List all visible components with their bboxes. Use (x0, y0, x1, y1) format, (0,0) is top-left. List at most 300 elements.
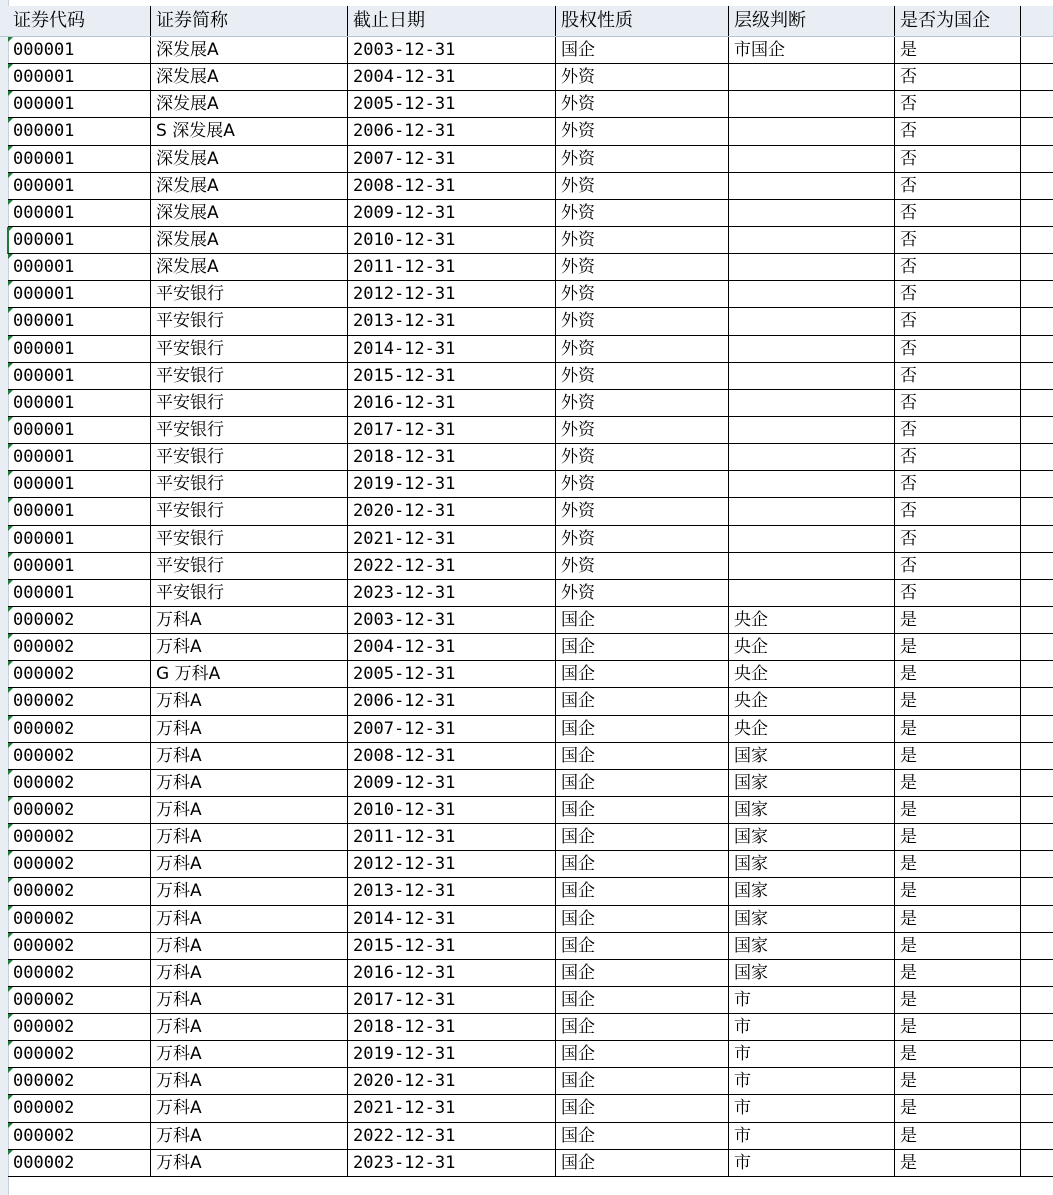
cell-ownership[interactable]: 国企 (556, 688, 729, 715)
cell-empty[interactable] (1021, 390, 1053, 417)
cell-name[interactable]: 万科A (151, 770, 348, 797)
cell-level[interactable]: 市 (729, 1123, 895, 1150)
cell-is-soe[interactable]: 是 (895, 1123, 1021, 1150)
cell-code[interactable]: 000001 (8, 308, 151, 335)
header-cell-empty[interactable] (1021, 6, 1053, 36)
cell-level[interactable] (729, 336, 895, 363)
cell-level[interactable]: 国家 (729, 797, 895, 824)
cell-level[interactable]: 央企 (729, 716, 895, 743)
cell-level[interactable] (729, 580, 895, 607)
cell-code[interactable]: 000001 (8, 471, 151, 498)
cell-level[interactable]: 国家 (729, 878, 895, 905)
cell-ownership[interactable]: 外资 (556, 580, 729, 607)
cell-is-soe[interactable]: 是 (895, 878, 1021, 905)
cell-empty[interactable] (1021, 281, 1053, 308)
cell-level[interactable] (729, 417, 895, 444)
cell-ownership[interactable]: 国企 (556, 1068, 729, 1095)
cell-name[interactable]: 万科A (151, 878, 348, 905)
cell-level[interactable] (729, 308, 895, 335)
cell-level[interactable] (729, 254, 895, 281)
cell-ownership[interactable]: 国企 (556, 716, 729, 743)
cell-empty[interactable] (1021, 1095, 1053, 1122)
cell-ownership[interactable]: 外资 (556, 526, 729, 553)
cell-name[interactable]: 万科A (151, 851, 348, 878)
cell-level[interactable] (729, 200, 895, 227)
cell-ownership[interactable]: 国企 (556, 661, 729, 688)
cell-level[interactable]: 央企 (729, 688, 895, 715)
cell-level[interactable] (729, 390, 895, 417)
cell-name[interactable]: 深发展A (151, 254, 348, 281)
cell-date[interactable]: 2021-12-31 (348, 526, 556, 553)
cell-name[interactable]: 万科A (151, 716, 348, 743)
cell-empty[interactable] (1021, 797, 1053, 824)
cell-empty[interactable] (1021, 91, 1053, 118)
cell-ownership[interactable]: 国企 (556, 797, 729, 824)
cell-code[interactable]: 000001 (8, 146, 151, 173)
cell-level[interactable] (729, 118, 895, 145)
cell-is-soe[interactable]: 是 (895, 1095, 1021, 1122)
cell-empty[interactable] (1021, 227, 1053, 254)
cell-is-soe[interactable]: 否 (895, 118, 1021, 145)
cell-ownership[interactable]: 国企 (556, 851, 729, 878)
cell-is-soe[interactable]: 是 (895, 743, 1021, 770)
cell-code[interactable]: 000001 (8, 64, 151, 91)
cell-empty[interactable] (1021, 444, 1053, 471)
cell-ownership[interactable]: 外资 (556, 200, 729, 227)
cell-code[interactable]: 000001 (8, 553, 151, 580)
cell-is-soe[interactable]: 是 (895, 851, 1021, 878)
cell-level[interactable] (729, 498, 895, 525)
cell-is-soe[interactable]: 否 (895, 444, 1021, 471)
cell-is-soe[interactable]: 否 (895, 200, 1021, 227)
cell-ownership[interactable]: 国企 (556, 878, 729, 905)
cell-date[interactable]: 2013-12-31 (348, 878, 556, 905)
cell-ownership[interactable]: 外资 (556, 390, 729, 417)
cell-level[interactable]: 市 (729, 1014, 895, 1041)
cell-code[interactable]: 000002 (8, 851, 151, 878)
cell-empty[interactable] (1021, 498, 1053, 525)
cell-level[interactable]: 国家 (729, 906, 895, 933)
cell-is-soe[interactable]: 是 (895, 987, 1021, 1014)
cell-date[interactable]: 2022-12-31 (348, 553, 556, 580)
cell-date[interactable]: 2009-12-31 (348, 770, 556, 797)
cell-is-soe[interactable]: 是 (895, 37, 1021, 64)
cell-date[interactable]: 2012-12-31 (348, 851, 556, 878)
cell-name[interactable]: G 万科A (151, 661, 348, 688)
cell-name[interactable]: S 深发展A (151, 118, 348, 145)
cell-ownership[interactable]: 外资 (556, 173, 729, 200)
cell-code[interactable]: 000002 (8, 688, 151, 715)
cell-name[interactable]: 万科A (151, 743, 348, 770)
cell-date[interactable]: 2016-12-31 (348, 960, 556, 987)
cell-empty[interactable] (1021, 37, 1053, 64)
cell-is-soe[interactable]: 否 (895, 471, 1021, 498)
cell-name[interactable]: 平安银行 (151, 498, 348, 525)
cell-ownership[interactable]: 国企 (556, 906, 729, 933)
cell-ownership[interactable]: 外资 (556, 91, 729, 118)
cell-date[interactable]: 2017-12-31 (348, 987, 556, 1014)
cell-ownership[interactable]: 外资 (556, 308, 729, 335)
cell-date[interactable]: 2015-12-31 (348, 363, 556, 390)
cell-level[interactable] (729, 363, 895, 390)
cell-level[interactable] (729, 146, 895, 173)
cell-code[interactable]: 000002 (8, 661, 151, 688)
cell-ownership[interactable]: 外资 (556, 471, 729, 498)
cell-empty[interactable] (1021, 824, 1053, 851)
cell-code[interactable]: 000002 (8, 770, 151, 797)
cell-date[interactable]: 2021-12-31 (348, 1095, 556, 1122)
cell-code[interactable]: 000001 (8, 526, 151, 553)
cell-ownership[interactable]: 外资 (556, 417, 729, 444)
cell-ownership[interactable]: 外资 (556, 227, 729, 254)
cell-date[interactable]: 2019-12-31 (348, 471, 556, 498)
cell-date[interactable]: 2018-12-31 (348, 1014, 556, 1041)
cell-date[interactable]: 2011-12-31 (348, 824, 556, 851)
cell-date[interactable]: 2020-12-31 (348, 1068, 556, 1095)
cell-ownership[interactable]: 外资 (556, 118, 729, 145)
header-cell-is-soe[interactable]: 是否为国企 (895, 6, 1021, 36)
cell-is-soe[interactable]: 否 (895, 390, 1021, 417)
cell-is-soe[interactable]: 否 (895, 553, 1021, 580)
cell-name[interactable]: 平安银行 (151, 281, 348, 308)
cell-code[interactable]: 000002 (8, 1068, 151, 1095)
cell-empty[interactable] (1021, 526, 1053, 553)
cell-ownership[interactable]: 国企 (556, 1150, 729, 1177)
cell-is-soe[interactable]: 是 (895, 960, 1021, 987)
cell-name[interactable]: 万科A (151, 688, 348, 715)
cell-level[interactable] (729, 471, 895, 498)
cell-name[interactable]: 万科A (151, 607, 348, 634)
cell-is-soe[interactable]: 否 (895, 227, 1021, 254)
cell-code[interactable]: 000001 (8, 336, 151, 363)
cell-name[interactable]: 深发展A (151, 146, 348, 173)
cell-level[interactable] (729, 64, 895, 91)
cell-code[interactable]: 000001 (8, 281, 151, 308)
cell-name[interactable]: 平安银行 (151, 336, 348, 363)
cell-level[interactable] (729, 553, 895, 580)
cell-level[interactable] (729, 444, 895, 471)
cell-ownership[interactable]: 国企 (556, 1123, 729, 1150)
cell-date[interactable]: 2014-12-31 (348, 336, 556, 363)
cell-date[interactable]: 2020-12-31 (348, 498, 556, 525)
cell-name[interactable]: 平安银行 (151, 417, 348, 444)
cell-level[interactable]: 央企 (729, 634, 895, 661)
cell-date[interactable]: 2009-12-31 (348, 200, 556, 227)
cell-code[interactable]: 000001 (8, 37, 151, 64)
cell-code[interactable]: 000002 (8, 1123, 151, 1150)
cell-level[interactable] (729, 91, 895, 118)
cell-empty[interactable] (1021, 607, 1053, 634)
cell-is-soe[interactable]: 否 (895, 64, 1021, 91)
cell-ownership[interactable]: 国企 (556, 634, 729, 661)
cell-is-soe[interactable]: 否 (895, 363, 1021, 390)
cell-name[interactable]: 深发展A (151, 91, 348, 118)
cell-name[interactable]: 万科A (151, 824, 348, 851)
cell-code[interactable]: 000002 (8, 1014, 151, 1041)
cell-date[interactable]: 2007-12-31 (348, 146, 556, 173)
cell-ownership[interactable]: 国企 (556, 1014, 729, 1041)
cell-empty[interactable] (1021, 906, 1053, 933)
cell-is-soe[interactable]: 是 (895, 770, 1021, 797)
header-cell-code[interactable]: 证券代码 (8, 6, 151, 36)
cell-date[interactable]: 2003-12-31 (348, 37, 556, 64)
cell-empty[interactable] (1021, 770, 1053, 797)
cell-is-soe[interactable]: 是 (895, 797, 1021, 824)
cell-date[interactable]: 2010-12-31 (348, 227, 556, 254)
cell-code[interactable]: 000001 (8, 227, 151, 254)
cell-name[interactable]: 万科A (151, 1095, 348, 1122)
cell-ownership[interactable]: 国企 (556, 933, 729, 960)
cell-code[interactable]: 000002 (8, 716, 151, 743)
cell-name[interactable]: 万科A (151, 1041, 348, 1068)
cell-level[interactable] (729, 526, 895, 553)
cell-date[interactable]: 2005-12-31 (348, 661, 556, 688)
cell-name[interactable]: 深发展A (151, 37, 348, 64)
cell-empty[interactable] (1021, 1150, 1053, 1177)
cell-is-soe[interactable]: 否 (895, 336, 1021, 363)
cell-ownership[interactable]: 国企 (556, 1041, 729, 1068)
cell-level[interactable]: 国家 (729, 851, 895, 878)
cell-is-soe[interactable]: 是 (895, 906, 1021, 933)
cell-ownership[interactable]: 外资 (556, 498, 729, 525)
cell-is-soe[interactable]: 否 (895, 498, 1021, 525)
cell-empty[interactable] (1021, 64, 1053, 91)
cell-empty[interactable] (1021, 661, 1053, 688)
cell-code[interactable]: 000002 (8, 634, 151, 661)
cell-date[interactable]: 2004-12-31 (348, 634, 556, 661)
cell-level[interactable] (729, 173, 895, 200)
cell-is-soe[interactable]: 是 (895, 688, 1021, 715)
cell-name[interactable]: 万科A (151, 933, 348, 960)
cell-is-soe[interactable]: 否 (895, 146, 1021, 173)
cell-level[interactable] (729, 281, 895, 308)
cell-date[interactable]: 2003-12-31 (348, 607, 556, 634)
cell-empty[interactable] (1021, 580, 1053, 607)
cell-ownership[interactable]: 外资 (556, 254, 729, 281)
cell-empty[interactable] (1021, 173, 1053, 200)
cell-code[interactable]: 000002 (8, 933, 151, 960)
cell-level[interactable]: 市 (729, 1041, 895, 1068)
cell-empty[interactable] (1021, 471, 1053, 498)
cell-level[interactable]: 市 (729, 1150, 895, 1177)
cell-name[interactable]: 平安银行 (151, 363, 348, 390)
cell-empty[interactable] (1021, 960, 1053, 987)
cell-date[interactable]: 2015-12-31 (348, 933, 556, 960)
cell-name[interactable]: 深发展A (151, 227, 348, 254)
cell-code[interactable]: 000002 (8, 906, 151, 933)
cell-empty[interactable] (1021, 987, 1053, 1014)
cell-code[interactable]: 000002 (8, 960, 151, 987)
cell-empty[interactable] (1021, 933, 1053, 960)
cell-is-soe[interactable]: 是 (895, 1068, 1021, 1095)
cell-is-soe[interactable]: 否 (895, 91, 1021, 118)
cell-name[interactable]: 平安银行 (151, 580, 348, 607)
cell-code[interactable]: 000001 (8, 118, 151, 145)
cell-is-soe[interactable]: 是 (895, 716, 1021, 743)
cell-empty[interactable] (1021, 254, 1053, 281)
cell-is-soe[interactable]: 是 (895, 661, 1021, 688)
cell-empty[interactable] (1021, 688, 1053, 715)
cell-name[interactable]: 深发展A (151, 200, 348, 227)
cell-date[interactable]: 2017-12-31 (348, 417, 556, 444)
header-cell-ownership[interactable]: 股权性质 (556, 6, 729, 36)
cell-empty[interactable] (1021, 878, 1053, 905)
cell-level[interactable]: 市 (729, 1068, 895, 1095)
cell-is-soe[interactable]: 是 (895, 1041, 1021, 1068)
cell-level[interactable]: 央企 (729, 607, 895, 634)
cell-ownership[interactable]: 外资 (556, 64, 729, 91)
cell-date[interactable]: 2004-12-31 (348, 64, 556, 91)
cell-name[interactable]: 平安银行 (151, 471, 348, 498)
cell-code[interactable]: 000001 (8, 417, 151, 444)
cell-is-soe[interactable]: 是 (895, 1014, 1021, 1041)
cell-code[interactable]: 000001 (8, 254, 151, 281)
cell-empty[interactable] (1021, 417, 1053, 444)
cell-name[interactable]: 万科A (151, 987, 348, 1014)
cell-date[interactable]: 2006-12-31 (348, 118, 556, 145)
cell-name[interactable]: 万科A (151, 1123, 348, 1150)
cell-code[interactable]: 000002 (8, 743, 151, 770)
cell-date[interactable]: 2016-12-31 (348, 390, 556, 417)
cell-is-soe[interactable]: 是 (895, 634, 1021, 661)
cell-level[interactable]: 国家 (729, 743, 895, 770)
header-cell-date[interactable]: 截止日期 (348, 6, 556, 36)
cell-empty[interactable] (1021, 1014, 1053, 1041)
cell-is-soe[interactable]: 否 (895, 254, 1021, 281)
cell-date[interactable]: 2008-12-31 (348, 743, 556, 770)
cell-is-soe[interactable]: 是 (895, 933, 1021, 960)
cell-date[interactable]: 2007-12-31 (348, 716, 556, 743)
cell-is-soe[interactable]: 否 (895, 526, 1021, 553)
cell-date[interactable]: 2019-12-31 (348, 1041, 556, 1068)
cell-code[interactable]: 000001 (8, 498, 151, 525)
cell-level[interactable]: 国家 (729, 933, 895, 960)
cell-ownership[interactable]: 国企 (556, 607, 729, 634)
cell-name[interactable]: 平安银行 (151, 444, 348, 471)
cell-name[interactable]: 万科A (151, 1068, 348, 1095)
cell-code[interactable]: 000002 (8, 1095, 151, 1122)
cell-is-soe[interactable]: 否 (895, 173, 1021, 200)
cell-name[interactable]: 平安银行 (151, 553, 348, 580)
cell-date[interactable]: 2010-12-31 (348, 797, 556, 824)
cell-code[interactable]: 000001 (8, 444, 151, 471)
cell-code[interactable]: 000002 (8, 878, 151, 905)
cell-level[interactable]: 国家 (729, 770, 895, 797)
header-cell-level[interactable]: 层级判断 (729, 6, 895, 36)
cell-code[interactable]: 000001 (8, 173, 151, 200)
cell-empty[interactable] (1021, 716, 1053, 743)
cell-level[interactable]: 国家 (729, 824, 895, 851)
cell-empty[interactable] (1021, 1041, 1053, 1068)
cell-is-soe[interactable]: 是 (895, 824, 1021, 851)
cell-ownership[interactable]: 国企 (556, 770, 729, 797)
cell-date[interactable]: 2022-12-31 (348, 1123, 556, 1150)
cell-is-soe[interactable]: 否 (895, 580, 1021, 607)
cell-ownership[interactable]: 国企 (556, 743, 729, 770)
cell-ownership[interactable]: 国企 (556, 987, 729, 1014)
cell-ownership[interactable]: 国企 (556, 37, 729, 64)
cell-name[interactable]: 万科A (151, 1150, 348, 1177)
cell-code[interactable]: 000002 (8, 1150, 151, 1177)
cell-empty[interactable] (1021, 1123, 1053, 1150)
cell-is-soe[interactable]: 否 (895, 417, 1021, 444)
cell-date[interactable]: 2006-12-31 (348, 688, 556, 715)
cell-code[interactable]: 000001 (8, 390, 151, 417)
cell-code[interactable]: 000001 (8, 200, 151, 227)
cell-date[interactable]: 2014-12-31 (348, 906, 556, 933)
cell-empty[interactable] (1021, 200, 1053, 227)
cell-date[interactable]: 2012-12-31 (348, 281, 556, 308)
cell-ownership[interactable]: 外资 (556, 336, 729, 363)
cell-level[interactable]: 市 (729, 987, 895, 1014)
cell-ownership[interactable]: 外资 (556, 553, 729, 580)
cell-empty[interactable] (1021, 1068, 1053, 1095)
cell-empty[interactable] (1021, 743, 1053, 770)
cell-is-soe[interactable]: 是 (895, 607, 1021, 634)
cell-code[interactable]: 000002 (8, 607, 151, 634)
cell-ownership[interactable]: 外资 (556, 146, 729, 173)
cell-date[interactable]: 2023-12-31 (348, 1150, 556, 1177)
cell-ownership[interactable]: 国企 (556, 824, 729, 851)
cell-empty[interactable] (1021, 553, 1053, 580)
cell-name[interactable]: 万科A (151, 1014, 348, 1041)
header-cell-name[interactable]: 证券简称 (151, 6, 348, 36)
cell-name[interactable]: 万科A (151, 960, 348, 987)
cell-ownership[interactable]: 外资 (556, 281, 729, 308)
cell-name[interactable]: 深发展A (151, 173, 348, 200)
cell-level[interactable]: 央企 (729, 661, 895, 688)
cell-code[interactable]: 000001 (8, 363, 151, 390)
cell-level[interactable] (729, 227, 895, 254)
cell-date[interactable]: 2008-12-31 (348, 173, 556, 200)
cell-date[interactable]: 2005-12-31 (348, 91, 556, 118)
cell-date[interactable]: 2011-12-31 (348, 254, 556, 281)
cell-empty[interactable] (1021, 336, 1053, 363)
cell-date[interactable]: 2013-12-31 (348, 308, 556, 335)
cell-code[interactable]: 000002 (8, 1041, 151, 1068)
cell-is-soe[interactable]: 否 (895, 281, 1021, 308)
cell-level[interactable]: 国家 (729, 960, 895, 987)
cell-name[interactable]: 万科A (151, 906, 348, 933)
cell-name[interactable]: 平安银行 (151, 390, 348, 417)
cell-ownership[interactable]: 国企 (556, 1095, 729, 1122)
cell-level[interactable]: 市 (729, 1095, 895, 1122)
cell-code[interactable]: 000001 (8, 580, 151, 607)
cell-empty[interactable] (1021, 634, 1053, 661)
cell-empty[interactable] (1021, 118, 1053, 145)
cell-code[interactable]: 000001 (8, 91, 151, 118)
cell-ownership[interactable]: 外资 (556, 363, 729, 390)
cell-is-soe[interactable]: 是 (895, 1150, 1021, 1177)
cell-date[interactable]: 2023-12-31 (348, 580, 556, 607)
cell-name[interactable]: 平安银行 (151, 308, 348, 335)
cell-ownership[interactable]: 国企 (556, 960, 729, 987)
cell-code[interactable]: 000002 (8, 987, 151, 1014)
cell-empty[interactable] (1021, 363, 1053, 390)
cell-empty[interactable] (1021, 308, 1053, 335)
cell-level[interactable]: 市国企 (729, 37, 895, 64)
cell-code[interactable]: 000002 (8, 824, 151, 851)
cell-name[interactable]: 万科A (151, 797, 348, 824)
cell-name[interactable]: 深发展A (151, 64, 348, 91)
cell-is-soe[interactable]: 否 (895, 308, 1021, 335)
cell-date[interactable]: 2018-12-31 (348, 444, 556, 471)
cell-ownership[interactable]: 外资 (556, 444, 729, 471)
cell-empty[interactable] (1021, 851, 1053, 878)
cell-empty[interactable] (1021, 146, 1053, 173)
cell-code[interactable]: 000002 (8, 797, 151, 824)
cell-name[interactable]: 平安银行 (151, 526, 348, 553)
